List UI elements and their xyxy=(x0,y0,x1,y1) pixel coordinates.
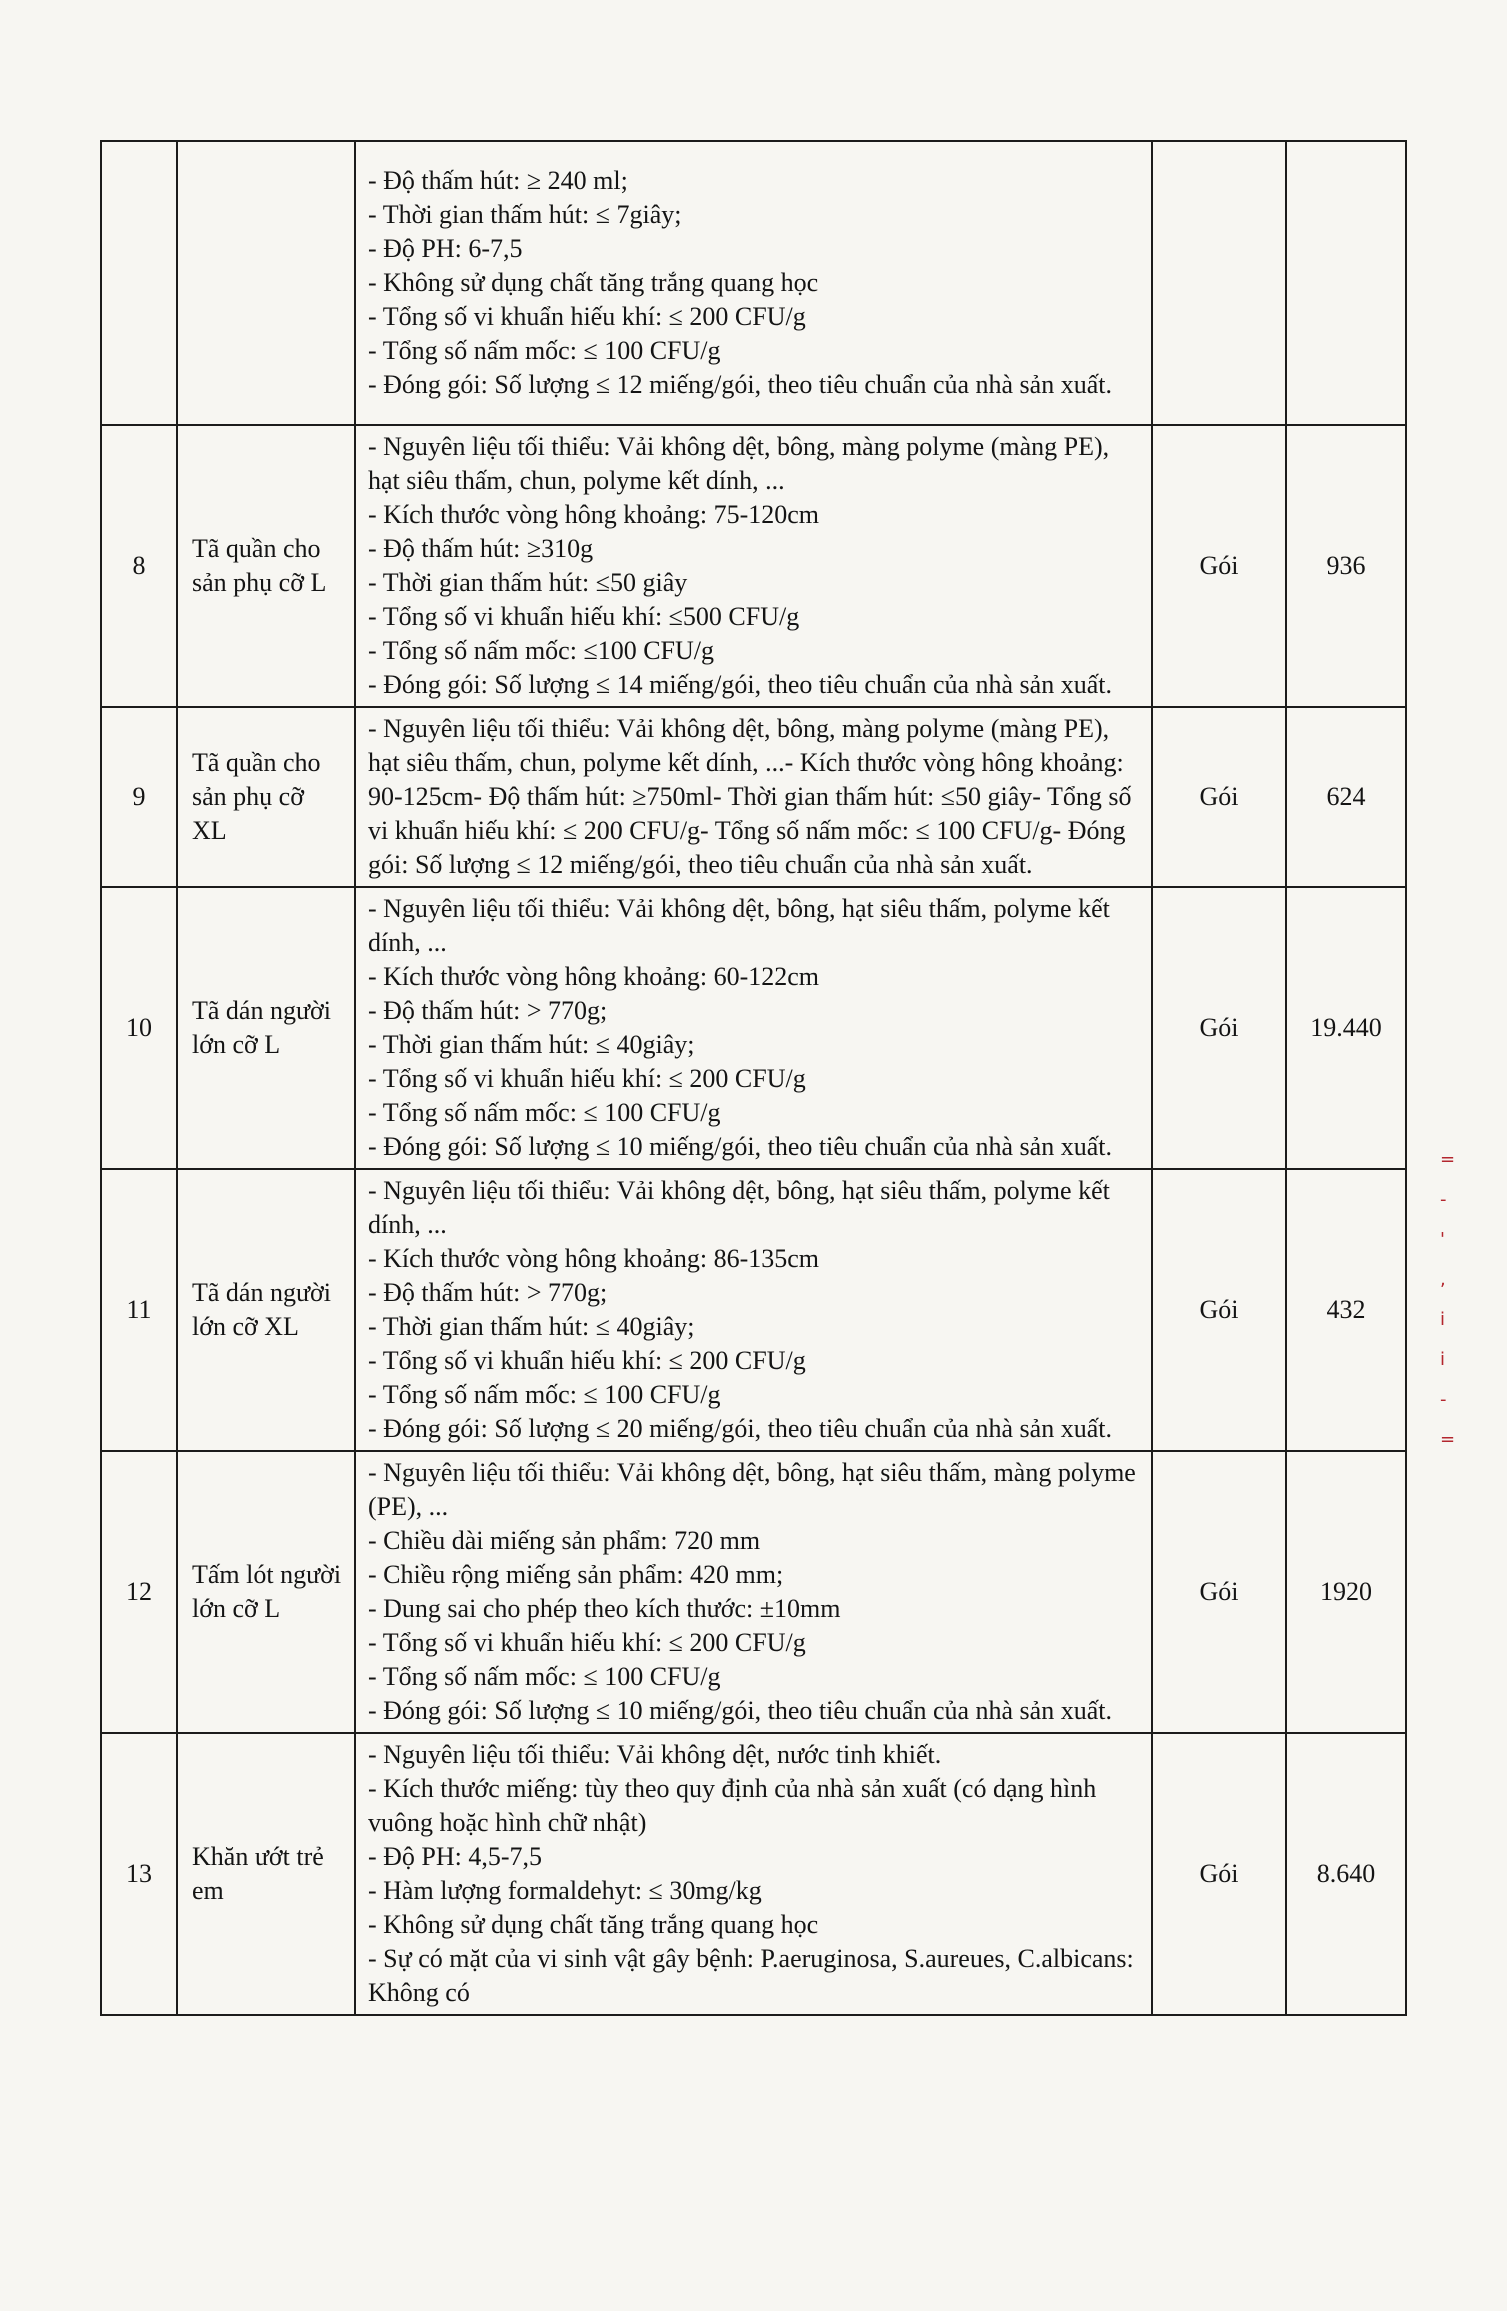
specification-cell xyxy=(355,1169,1152,1451)
spec-line: - Tổng số nấm mốc: ≤ 100 CFU/g xyxy=(368,1380,721,1409)
spec-line: - Nguyên liệu tối thiểu: Vải không dệt, bông, hạt siêu thấm, polyme kết dính, ... xyxy=(368,894,1110,957)
spec-line: - Độ thấm hút: ≥310g xyxy=(368,534,594,563)
spec-line: - Đóng gói: Số lượng ≤ 12 miếng/gói, theo tiêu chuẩn của nhà sản xuất. xyxy=(368,370,1112,399)
item-name-cell xyxy=(177,141,355,425)
row-number-cell: 12 xyxy=(101,1451,177,1733)
spec-line: - Tổng số nấm mốc: ≤ 100 CFU/g xyxy=(368,1098,721,1127)
spec-line: - Đóng gói: Số lượng ≤ 10 miếng/gói, theo tiêu chuẩn của nhà sản xuất. xyxy=(368,1132,1112,1161)
table-row xyxy=(101,887,1406,1169)
spec-line: - Độ PH: 4,5-7,5 xyxy=(368,1842,543,1871)
item-name-cell: Tấm lót người lớn cỡ L xyxy=(177,1451,355,1733)
spec-line: - Độ thấm hút: ≥ 240 ml; xyxy=(368,166,628,195)
row-number-cell: 13 xyxy=(101,1733,177,2015)
specification-cell xyxy=(355,887,1152,1169)
spec-line: - Kích thước vòng hông khoảng: 86-135cm xyxy=(368,1244,819,1273)
unit-cell: Gói xyxy=(1152,887,1286,1169)
quantity-cell xyxy=(1286,141,1406,425)
unit-cell: Gói xyxy=(1152,425,1286,707)
table-row xyxy=(101,707,1406,887)
spec-line: - Nguyên liệu tối thiểu: Vải không dệt, bông, màng polyme (màng PE), hạt siêu thấm, chun, polyme kết dính, ...- Kích thước vòng hông khoảng: 90-125cm- Độ thấm hút: ≥750ml- Thời gian thấm hút: ≤50 giây- Tổng số vi khuẩn hiếu khí: ≤ 200 CFU/g- Tổng số nấm mốc: ≤ 100 CFU/g- Đóng gói: Số lượng ≤ 12 miếng/gói, theo tiêu chuẩn của nhà sản xuất. xyxy=(368,714,1132,879)
spec-line: - Tổng số nấm mốc: ≤100 CFU/g xyxy=(368,636,715,665)
spec-line: - Thời gian thấm hút: ≤ 40giây; xyxy=(368,1312,695,1341)
quantity-cell: 8.640 xyxy=(1286,1733,1406,2015)
specification-table xyxy=(100,140,1407,2016)
spec-line: - Tổng số vi khuẩn hiếu khí: ≤ 200 CFU/g xyxy=(368,1628,806,1657)
item-name-cell: Tã quần cho sản phụ cỡ L xyxy=(177,425,355,707)
unit-cell xyxy=(1152,141,1286,425)
spec-line: - Tổng số nấm mốc: ≤ 100 CFU/g xyxy=(368,1662,721,1691)
specification-cell xyxy=(355,707,1152,887)
row-number-cell: 8 xyxy=(101,425,177,707)
table-row xyxy=(101,1169,1406,1451)
quantity-cell: 19.440 xyxy=(1286,887,1406,1169)
spec-line: - Nguyên liệu tối thiểu: Vải không dệt, nước tinh khiết. xyxy=(368,1740,942,1769)
specification-cell xyxy=(355,1451,1152,1733)
row-number-cell: 9 xyxy=(101,707,177,887)
spec-line: - Chiều rộng miếng sản phẩm: 420 mm; xyxy=(368,1560,784,1589)
spec-line: - Tổng số nấm mốc: ≤ 100 CFU/g xyxy=(368,336,721,365)
item-name-cell: Tã quần cho sản phụ cỡ XL xyxy=(177,707,355,887)
unit-cell: Gói xyxy=(1152,707,1286,887)
quantity-cell: 936 xyxy=(1286,425,1406,707)
spec-line: - Độ PH: 6-7,5 xyxy=(368,234,523,263)
spec-line: - Không sử dụng chất tăng trắng quang học xyxy=(368,268,819,297)
item-name-cell: Tã dán người lớn cỡ XL xyxy=(177,1169,355,1451)
quantity-cell: 624 xyxy=(1286,707,1406,887)
spec-line: - Thời gian thấm hút: ≤ 40giây; xyxy=(368,1030,695,1059)
unit-cell: Gói xyxy=(1152,1733,1286,2015)
spec-line: - Dung sai cho phép theo kích thước: ±10mm xyxy=(368,1594,841,1623)
row-number-cell xyxy=(101,141,177,425)
spec-line: - Chiều dài miếng sản phẩm: 720 mm xyxy=(368,1526,761,1555)
spec-line: - Hàm lượng formaldehyt: ≤ 30mg/kg xyxy=(368,1876,762,1905)
table-row xyxy=(101,1733,1406,2015)
spec-line: - Sự có mặt của vi sinh vật gây bệnh: P.aeruginosa, S.aureues, C.albicans: Không có xyxy=(368,1944,1134,2007)
quantity-cell: 1920 xyxy=(1286,1451,1406,1733)
spec-line: - Thời gian thấm hút: ≤ 7giây; xyxy=(368,200,682,229)
item-name-cell: Khăn ướt trẻ em xyxy=(177,1733,355,2015)
spec-line: - Độ thấm hút: > 770g; xyxy=(368,1278,608,1307)
specification-table-body xyxy=(101,141,1406,2015)
spec-line: - Tổng số vi khuẩn hiếu khí: ≤500 CFU/g xyxy=(368,602,800,631)
spec-line: - Thời gian thấm hút: ≤50 giây xyxy=(368,568,688,597)
spec-line: - Đóng gói: Số lượng ≤ 14 miếng/gói, theo tiêu chuẩn của nhà sản xuất. xyxy=(368,670,1112,699)
spec-line: - Tổng số vi khuẩn hiếu khí: ≤ 200 CFU/g xyxy=(368,1064,806,1093)
unit-cell: Gói xyxy=(1152,1169,1286,1451)
specification-cell xyxy=(355,425,1152,707)
spec-line: - Tổng số vi khuẩn hiếu khí: ≤ 200 CFU/g xyxy=(368,302,806,331)
specification-cell xyxy=(355,1733,1152,2015)
unit-cell: Gói xyxy=(1152,1451,1286,1733)
table-row xyxy=(101,1451,1406,1733)
spec-line: - Nguyên liệu tối thiểu: Vải không dệt, bông, hạt siêu thấm, polyme kết dính, ... xyxy=(368,1176,1110,1239)
spec-line: - Nguyên liệu tối thiểu: Vải không dệt, bông, hạt siêu thấm, màng polyme (PE), ... xyxy=(368,1458,1136,1521)
spec-line: - Nguyên liệu tối thiểu: Vải không dệt, bông, màng polyme (màng PE), hạt siêu thấm, chun, polyme kết dính, ... xyxy=(368,432,1110,495)
margin-marks: = - ' , i i - = xyxy=(1440,1149,1456,1450)
spec-line: - Kích thước vòng hông khoảng: 60-122cm xyxy=(368,962,819,991)
row-number-cell: 10 xyxy=(101,887,177,1169)
specification-cell xyxy=(355,141,1152,425)
row-number-cell: 11 xyxy=(101,1169,177,1451)
spec-line: - Đóng gói: Số lượng ≤ 10 miếng/gói, theo tiêu chuẩn của nhà sản xuất. xyxy=(368,1696,1112,1725)
spec-line: - Đóng gói: Số lượng ≤ 20 miếng/gói, theo tiêu chuẩn của nhà sản xuất. xyxy=(368,1414,1112,1443)
spec-line: - Độ thấm hút: > 770g; xyxy=(368,996,608,1025)
spec-line: - Tổng số vi khuẩn hiếu khí: ≤ 200 CFU/g xyxy=(368,1346,806,1375)
table-row xyxy=(101,141,1406,425)
spec-line: - Kích thước miếng: tùy theo quy định của nhà sản xuất (có dạng hình vuông hoặc hình chữ nhật) xyxy=(368,1774,1097,1837)
table-row xyxy=(101,425,1406,707)
quantity-cell: 432 xyxy=(1286,1169,1406,1451)
item-name-cell: Tã dán người lớn cỡ L xyxy=(177,887,355,1169)
spec-line: - Không sử dụng chất tăng trắng quang học xyxy=(368,1910,819,1939)
spec-line: - Kích thước vòng hông khoảng: 75-120cm xyxy=(368,500,819,529)
